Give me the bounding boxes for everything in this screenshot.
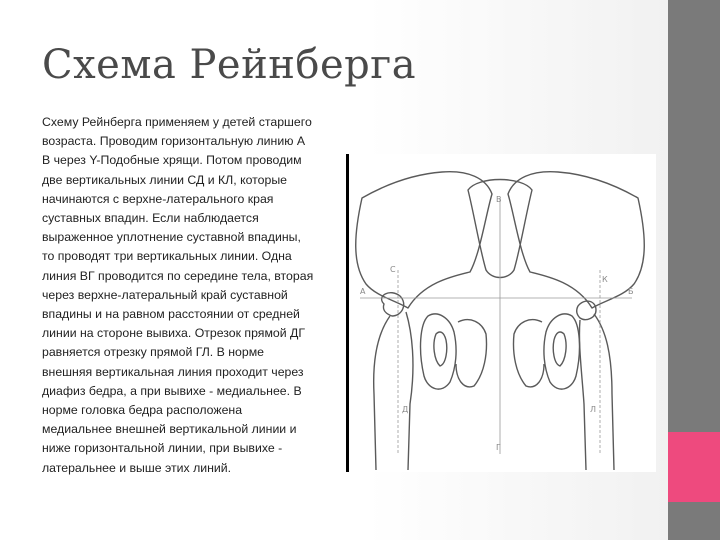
slide-title: Схема Рейнберга — [42, 42, 417, 88]
label-d: Д — [402, 405, 409, 414]
label-s: С — [390, 265, 396, 274]
label-b: Б — [628, 287, 634, 296]
label-g: Г — [496, 443, 501, 452]
label-a: А — [360, 287, 366, 296]
sidebar-accent — [668, 432, 720, 502]
label-k: К — [602, 275, 608, 284]
hip-diagram-svg — [346, 154, 656, 472]
label-v: В — [496, 195, 502, 204]
label-l: Л — [590, 405, 597, 414]
hip-diagram — [346, 154, 656, 472]
slide-body-text: Схему Рейнберга применяем у детей старшего возраста. Проводим горизонтальную линию А В через Y-Подобные хрящи. Потом проводим две вертикальных линии СД и КЛ, которые начинаются с верхне-латерального края суставных впадин. Если наблюдается выраженное уплотнение суставной впадины, то проводят три вертикальных линии. Одна линия ВГ проводится по середине тела, вторая через верхне-латеральный край суставной впадины и на равном расстоянии от средней линии на стороне вывиха. Отрезок прямой ДГ равняется отрезку прямой ГЛ. В норме внешняя вертикальная линия проходит через диафиз бедра, а при вывихе - медиальнее. В норме головка бедра расположена медиальнее внешней вертикальной линии и ниже горизонтальной линии, при вывихе - латеральнее и выше этих линий. — [42, 115, 314, 475]
